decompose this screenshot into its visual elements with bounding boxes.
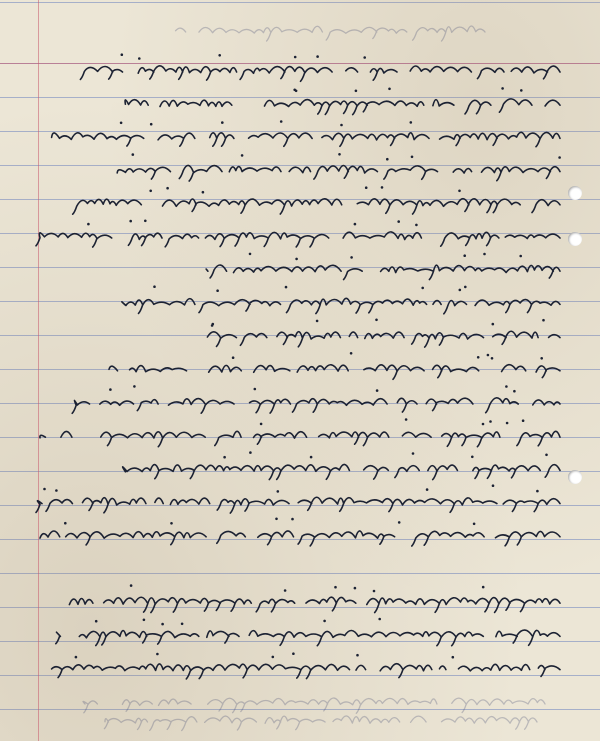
ink-dot <box>166 187 169 190</box>
ink-dot <box>558 156 561 159</box>
ink-dot <box>421 287 424 290</box>
ink-dot <box>144 220 147 223</box>
ink-dot <box>482 423 485 426</box>
ink-dot <box>129 220 132 223</box>
ink-dot <box>338 153 341 156</box>
ink-dot <box>464 286 467 289</box>
ink-dot <box>350 256 353 259</box>
ink-dot <box>355 90 358 93</box>
ink-dot <box>316 55 319 58</box>
handwritten-line <box>117 165 560 181</box>
handwritten-line <box>125 99 560 115</box>
ink-dot <box>133 385 136 388</box>
ink-dot <box>542 319 545 322</box>
bleed-through-line <box>104 716 537 731</box>
ink-dot <box>452 656 455 659</box>
ink-dot <box>381 186 384 189</box>
handwritten-line <box>109 365 560 380</box>
handwritten-line <box>207 331 560 347</box>
handwritten-line <box>72 398 560 413</box>
ink-dot <box>153 285 156 288</box>
ink-dot <box>55 489 58 492</box>
ink-dot <box>489 420 492 423</box>
ink-dot <box>426 488 429 491</box>
ink-dot <box>405 418 408 421</box>
ink-dot <box>249 253 252 256</box>
ink-dot <box>285 286 288 289</box>
handwritten-line <box>122 298 560 313</box>
handwritten-line <box>56 630 560 646</box>
ink-dot <box>356 654 359 657</box>
ink-dot <box>150 123 153 126</box>
handwritten-line <box>52 664 560 679</box>
ink-dot <box>522 419 525 422</box>
ink-dot <box>397 220 400 223</box>
ink-dot <box>536 490 539 493</box>
ink-dot <box>410 121 413 124</box>
ink-dot <box>87 223 90 226</box>
ink-dot <box>412 452 415 455</box>
ink-dot <box>275 518 278 521</box>
ink-dot <box>294 56 297 59</box>
ink-dot <box>202 191 205 194</box>
handwritten-line <box>206 265 560 279</box>
ink-dot <box>64 522 67 525</box>
ink-dot <box>149 190 152 193</box>
ink-dot <box>249 451 252 454</box>
ink-dot <box>323 620 326 623</box>
ink-dot <box>121 53 124 56</box>
ink-dot <box>492 484 495 487</box>
ink-dot <box>310 456 313 459</box>
ink-dot <box>277 490 280 493</box>
ink-dot <box>170 522 173 525</box>
ink-dot <box>120 122 123 125</box>
ink-dot <box>334 586 337 589</box>
ink-dot <box>459 289 462 292</box>
ink-dot <box>212 323 215 326</box>
ink-dot <box>232 356 235 359</box>
ink-dot <box>415 224 418 227</box>
ink-dot <box>272 656 275 659</box>
ink-dot <box>378 618 381 621</box>
ink-dot <box>363 56 366 59</box>
handwriting <box>25 14 585 734</box>
ink-dot <box>491 357 494 360</box>
handwritten-line <box>36 232 560 247</box>
ink-dot <box>375 319 378 322</box>
ink-dot <box>365 186 368 189</box>
ink-dot <box>132 153 135 156</box>
handwritten-line <box>68 597 560 612</box>
ink-dot <box>373 590 376 593</box>
ink-dot <box>519 255 522 258</box>
ink-dot <box>95 620 98 623</box>
ink-dot <box>284 589 287 592</box>
ink-dot <box>292 652 295 655</box>
ink-dot <box>386 158 389 161</box>
ink-dot <box>473 523 476 526</box>
ink-dot <box>520 89 523 92</box>
handwritten-line <box>40 431 560 446</box>
ink-dot <box>295 258 298 261</box>
ink-dot <box>505 385 508 388</box>
ink-dot <box>221 121 224 124</box>
ink-dot <box>501 87 504 90</box>
ink-dot <box>216 289 219 292</box>
handwritten-line <box>80 66 560 81</box>
ink-dot <box>295 90 298 93</box>
ink-dot <box>513 390 516 393</box>
ink-dot <box>260 423 263 426</box>
ink-dot <box>291 518 294 521</box>
faint-header-line <box>175 26 485 41</box>
ink-dot <box>540 357 543 360</box>
ink-dot <box>280 120 283 123</box>
ink-dot <box>482 586 485 589</box>
ink-dot <box>483 253 486 256</box>
ink-dot <box>411 156 414 159</box>
ink-dot <box>130 584 133 587</box>
ink-dot <box>181 623 184 626</box>
ink-dot <box>143 619 146 622</box>
ink-dot <box>477 356 480 359</box>
handwritten-line <box>123 464 560 479</box>
ink-dot <box>487 354 490 357</box>
ink-dot <box>316 320 319 323</box>
ink-dot <box>376 389 379 392</box>
ink-dot <box>354 223 357 226</box>
ink-dot <box>458 190 461 193</box>
ink-dot <box>254 388 257 391</box>
handwritten-line <box>36 497 560 513</box>
ink-dot <box>161 623 164 626</box>
ink-dot <box>75 656 78 659</box>
ink-dot <box>545 454 548 457</box>
handwritten-line <box>40 531 560 546</box>
handwritten-line <box>52 199 560 215</box>
ink-dot <box>241 154 244 157</box>
ink-dot <box>138 57 141 60</box>
handwritten-line <box>52 132 560 146</box>
ink-dot <box>398 521 401 524</box>
ink-dot <box>354 587 357 590</box>
ink-dot <box>109 388 112 391</box>
ink-dot <box>218 54 221 57</box>
ink-dot <box>156 653 159 656</box>
ink-dot <box>463 254 466 257</box>
ink-dot <box>350 352 353 355</box>
ink-dot <box>492 323 495 326</box>
ink-dot <box>471 456 474 459</box>
ink-dot <box>43 488 46 491</box>
ink-dot <box>506 422 509 425</box>
ink-dot <box>340 124 343 127</box>
ink-dot <box>388 88 391 91</box>
ink-dot <box>223 456 226 459</box>
bleed-through-line <box>83 698 545 713</box>
